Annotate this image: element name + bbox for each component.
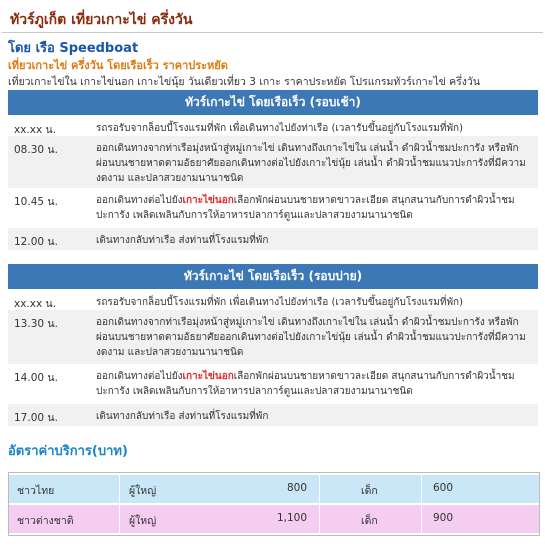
- schedule-time: xx.xx น.: [14, 298, 57, 310]
- schedule-text-part: เลือกพักผ่อนบนชายหาดขาวละเอียด สนุกสนานกับการดำผิวน้ำชมปะการัง เพลิดเพลินกับการให้อาหารปลาการ์ตูนและปลาสวยงามนานาชนิด: [96, 371, 515, 397]
- schedule-row: [8, 116, 538, 137]
- schedule-text: รถรอรับจากล็อบบี้โรงแรมที่พัก เพื่อเดินทางไปยังท่าเรือ (เวลารับขึ้นอยู่กับโรงแรมที่พัก): [96, 297, 463, 308]
- rate-group: ชาวไทย: [17, 485, 55, 497]
- schedule-time: 14.00 น.: [14, 372, 58, 384]
- schedule-text: ออกเดินทางจากท่าเรือมุ่งหน้าสู่หมู่เกาะไข่ เดินทางถึงเกาะไข่ใน เล่นน้ำ ดำผิวน้ำชมปะการัง หรือพักผ่อนบนชายหาดตามอัธยาศัยออกเดินทางต่อไปยังเกาะไข่นุ้ย เล่นน้ำ ดำผิวน้ำชมแนวปะการังที่มีความงดงาม และปลาสวยงามนานาชนิด: [96, 143, 526, 184]
- schedule-text-part: ออกเดินทางต่อไปยัง: [96, 195, 183, 206]
- schedule-time: 10.45 น.: [14, 196, 58, 208]
- cell-divider: [319, 505, 320, 533]
- schedule-text: รถรอรับจากล็อบบี้โรงแรมที่พัก เพื่อเดินทางไปยังท่าเรือ (เวลารับขึ้นอยู่กับโรงแรมที่พัก): [96, 123, 463, 134]
- cell-divider: [319, 475, 320, 503]
- schedule-row: [8, 188, 538, 229]
- schedule-row: [8, 404, 538, 427]
- schedule-time: 17.00 น.: [14, 412, 58, 424]
- page-title: ทัวร์ภูเก็ต เที่ยวเกาะไข่ ครึ่งวัน: [10, 12, 193, 28]
- schedule-text: [96, 193, 528, 223]
- rates-table: [8, 472, 540, 536]
- rate-child-price: 900: [433, 512, 454, 524]
- schedule-text: เดินทางกลับท่าเรือ ส่งท่านที่โรงแรมที่พัก: [96, 411, 269, 422]
- cell-divider: [119, 475, 120, 503]
- highlight-island-name: เกาะไข่นอก: [182, 195, 234, 206]
- schedule-time: xx.xx น.: [14, 124, 57, 136]
- title-bar: [2, 2, 543, 33]
- intro-heading: โดย เรือ Speedboat: [8, 41, 139, 56]
- afternoon-section-header: ทัวร์เกาะไข่ โดยเรือเร็ว (รอบบ่าย): [8, 264, 538, 289]
- rate-child-price: 600: [433, 482, 454, 494]
- schedule-row: [8, 364, 538, 405]
- schedule-text: เดินทางกลับท่าเรือ ส่งท่านที่โรงแรมที่พัก: [96, 235, 269, 246]
- rate-group: ชาวต่างชาติ: [17, 515, 74, 527]
- rate-child-label: เด็ก: [361, 485, 378, 497]
- schedule-text: ออกเดินทางจากท่าเรือมุ่งหน้าสู่หมู่เกาะไข่ เดินทางถึงเกาะไข่ใน เล่นน้ำ ดำผิวน้ำชมปะการัง หรือพักผ่อนบนชายหาดตามอัธยาศัยออกเดินทางต่อไปยังเกาะไข่นุ้ย เล่นน้ำ ดำผิวน้ำชมแนวปะการังที่มีความงดงาม และปลาสวยงามนานาชนิด: [96, 317, 526, 358]
- cell-divider: [119, 505, 120, 533]
- rate-child-label: เด็ก: [361, 515, 378, 527]
- schedule-text-part: เลือกพักผ่อนบนชายหาดขาวละเอียด สนุกสนานกับการดำผิวน้ำชมปะการัง เพลิดเพลินกับการให้อาหารปลาการ์ตูนและปลาสวยงามนานาชนิด: [96, 195, 515, 221]
- rate-row-thai: [9, 475, 539, 503]
- schedule-row: [8, 136, 538, 189]
- cell-divider: [421, 505, 422, 533]
- highlight-island-name: เกาะไข่นอก: [182, 371, 234, 382]
- rate-row-foreign: [9, 505, 539, 533]
- intro-subheading: เที่ยวเกาะไข่ ครึ่งวัน โดยเรือเร็ว ราคาประหยัด: [8, 59, 228, 72]
- rates-title: อัตราค่าบริการ(บาท): [8, 444, 128, 459]
- schedule-time: 12.00 น.: [14, 236, 58, 248]
- intro-description: เที่ยวเกาะไข่ใน เกาะไข่นอก เกาะไข่นุ้ย วันเดียวเที่ยว 3 เกาะ ราคาประหยัด โปรแกรมทัวร์เกาะไข่ ครึ่งวัน: [8, 76, 480, 88]
- rate-adult-price: 800: [286, 482, 307, 494]
- schedule-time: 08.30 น.: [14, 144, 58, 156]
- schedule-row: [8, 228, 538, 251]
- rate-adult-label: ผู้ใหญ่: [129, 515, 157, 527]
- schedule-row: [8, 310, 538, 365]
- schedule-time: 13.30 น.: [14, 318, 58, 330]
- schedule-text-part: ออกเดินทางต่อไปยัง: [96, 371, 183, 382]
- schedule-row: [8, 290, 538, 311]
- cell-divider: [421, 475, 422, 503]
- rate-adult-label: ผู้ใหญ่: [129, 485, 157, 497]
- rate-adult-price: 1,100: [276, 512, 307, 524]
- morning-section-header: ทัวร์เกาะไข่ โดยเรือเร็ว (รอบเช้า): [8, 90, 538, 115]
- intro-block: [8, 40, 538, 90]
- schedule-text: [96, 369, 528, 399]
